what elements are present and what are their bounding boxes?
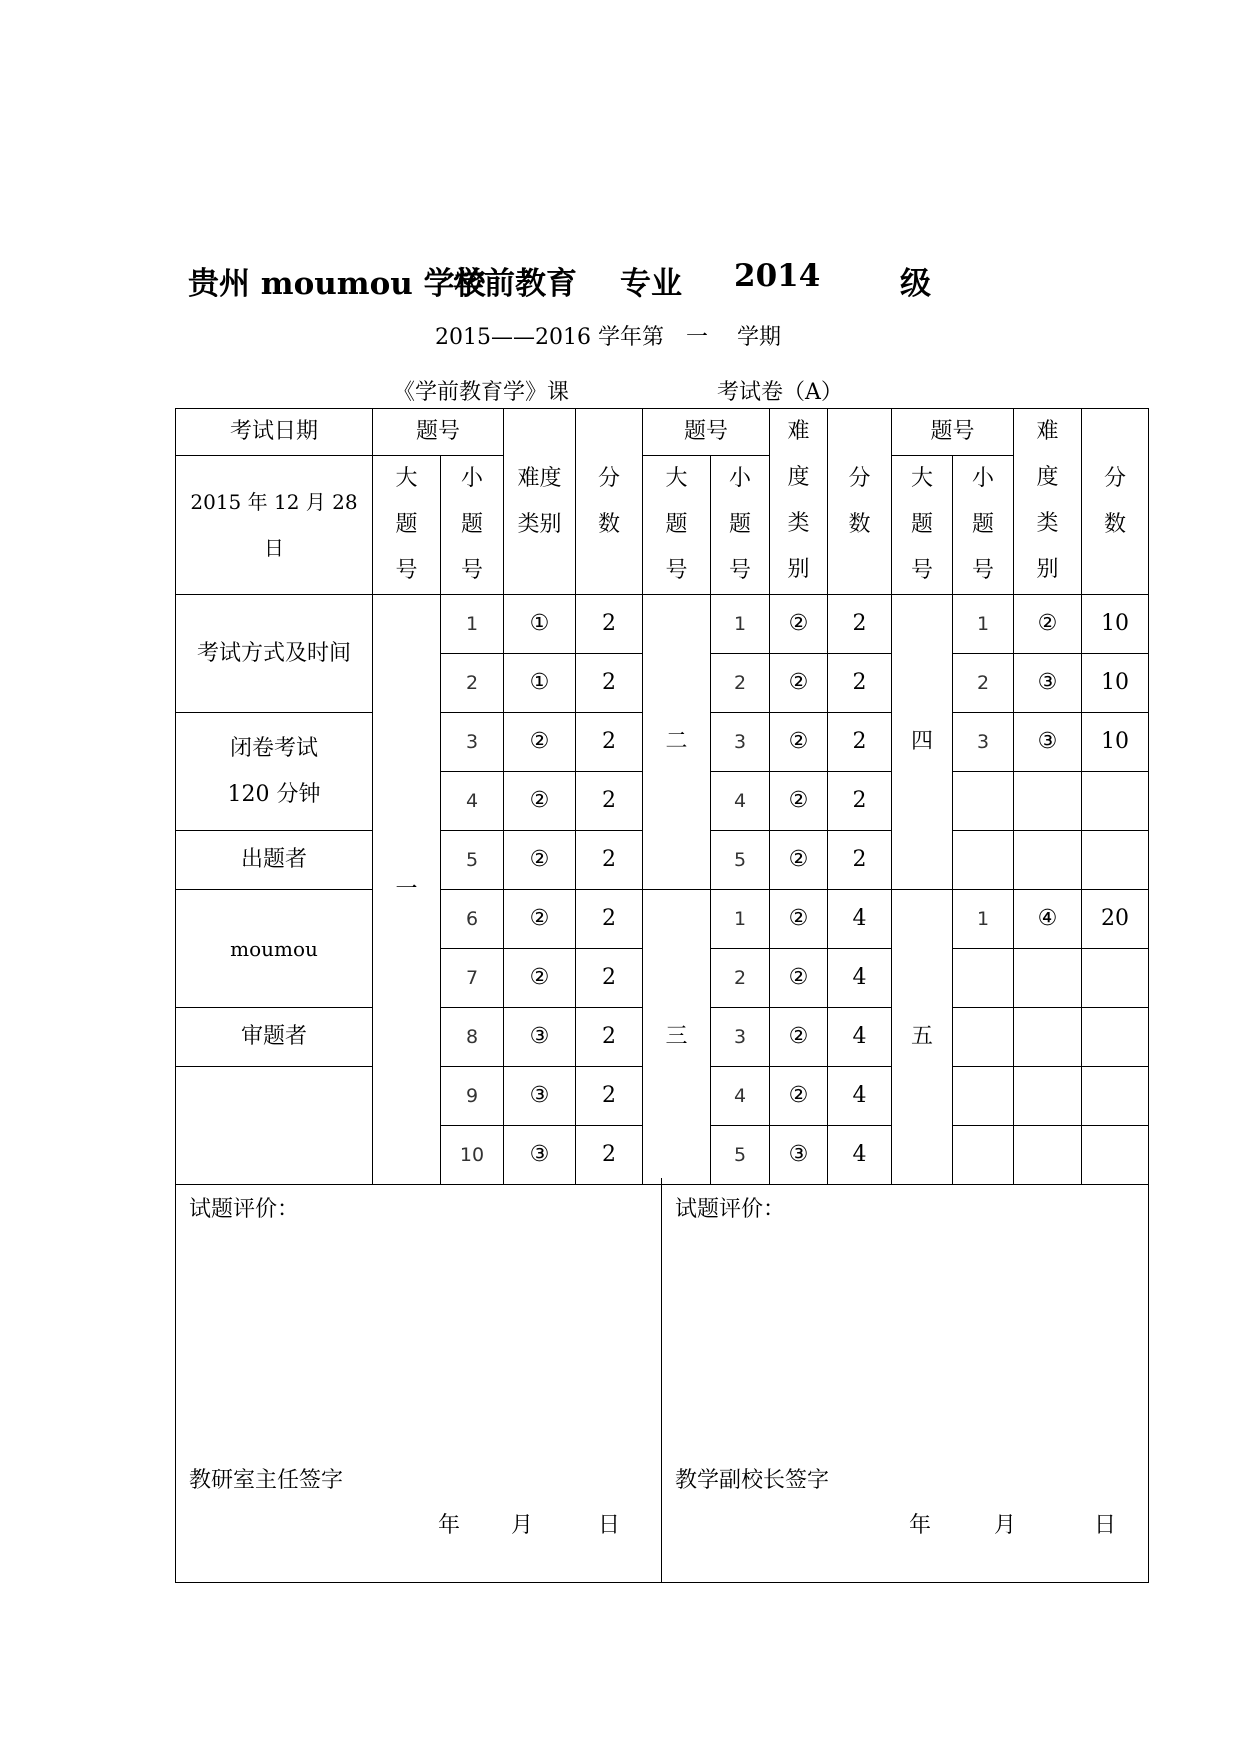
method-value: 闭卷考试 120 分钟 [176, 713, 373, 831]
table-row: 3 [953, 713, 1014, 772]
tihao-header-2: 题号 [643, 409, 770, 456]
score-cell: 2 [576, 772, 643, 831]
paper-type: 考试卷（A） [717, 380, 843, 405]
evaluation-label-right: 试题评价： [675, 1197, 786, 1222]
evaluation-label-left: 试题评价： [189, 1197, 300, 1222]
score-cell: 4 [828, 1126, 892, 1185]
difficulty-cell: ② [770, 1067, 828, 1126]
score-cell: 2 [576, 949, 643, 1008]
section-four: 四 [892, 595, 953, 890]
score-cell [1082, 1008, 1149, 1067]
table-row: 8 [441, 1008, 504, 1067]
table-row: 1 [711, 595, 770, 654]
director-signature-label: 教研室主任签字 [189, 1468, 344, 1493]
table-row: 1 [441, 595, 504, 654]
table-row: 3 [441, 713, 504, 772]
difficulty-cell: ③ [504, 1067, 576, 1126]
table-row: 5 [711, 831, 770, 890]
table-row [953, 772, 1014, 831]
difficulty-cell [1014, 831, 1082, 890]
table-row: 1 [953, 595, 1014, 654]
section-one: 一 [373, 595, 441, 1185]
score-cell: 2 [576, 1008, 643, 1067]
score-cell: 2 [576, 654, 643, 713]
section-three: 三 [643, 890, 711, 1185]
difficulty-cell [1014, 1008, 1082, 1067]
score-cell: 2 [828, 595, 892, 654]
score-cell: 2 [828, 654, 892, 713]
date-year-left: 年 [438, 1513, 461, 1538]
table-row: 7 [441, 949, 504, 1008]
score-cell: 20 [1082, 890, 1149, 949]
date-year-right: 年 [909, 1513, 932, 1538]
difficulty-cell: ① [504, 595, 576, 654]
table-row: 3 [711, 1008, 770, 1067]
big-number-header-1: 大 题 号 [373, 456, 441, 595]
exam-info-table [175, 408, 1149, 1185]
difficulty-cell: ② [504, 772, 576, 831]
reviewer-name [176, 1067, 373, 1185]
difficulty-cell: ② [504, 713, 576, 772]
score-cell: 2 [576, 890, 643, 949]
author-label: 出题者 [176, 831, 373, 890]
table-row: 5 [441, 831, 504, 890]
table-row [953, 1126, 1014, 1185]
score-header-1: 分 数 [576, 409, 643, 595]
small-number-header-2: 小 题 号 [711, 456, 770, 595]
difficulty-cell: ③ [1014, 654, 1082, 713]
difficulty-cell: ② [504, 890, 576, 949]
school-name: 贵州 moumou 学校 [188, 266, 486, 302]
difficulty-cell: ③ [504, 1126, 576, 1185]
course-name: 《学前教育学》课 [393, 380, 570, 405]
score-cell: 2 [828, 713, 892, 772]
difficulty-cell: ② [504, 949, 576, 1008]
difficulty-cell: ② [770, 772, 828, 831]
score-cell: 10 [1082, 713, 1149, 772]
difficulty-cell: ② [770, 890, 828, 949]
table-row: 4 [441, 772, 504, 831]
date-month-right: 月 [994, 1513, 1017, 1538]
tihao-header-3: 题号 [892, 409, 1014, 456]
table-row: 1 [711, 890, 770, 949]
difficulty-cell: ② [770, 595, 828, 654]
exam-date-value: 2015 年 12 月 28 日 [176, 456, 373, 595]
table-row: 3 [711, 713, 770, 772]
score-cell: 4 [828, 890, 892, 949]
table-row: 2 [711, 949, 770, 1008]
small-number-header-3: 小 题 号 [953, 456, 1014, 595]
small-number-header-1: 小 题 号 [441, 456, 504, 595]
difficulty-cell: ③ [770, 1126, 828, 1185]
difficulty-cell: ② [770, 949, 828, 1008]
grade-suffix: 级 [900, 266, 931, 302]
difficulty-header-1: 难度 类别 [504, 409, 576, 595]
author-name: moumou [176, 890, 373, 1008]
table-row [953, 831, 1014, 890]
date-day-left: 日 [598, 1513, 621, 1538]
table-row: 10 [441, 1126, 504, 1185]
table-row [953, 949, 1014, 1008]
difficulty-cell [1014, 949, 1082, 1008]
reviewer-label: 审题者 [176, 1008, 373, 1067]
score-cell [1082, 949, 1149, 1008]
difficulty-header-2: 难 度 类 别 [770, 409, 828, 595]
score-cell [1082, 772, 1149, 831]
table-row: 2 [711, 654, 770, 713]
section-five: 五 [892, 890, 953, 1185]
difficulty-cell [1014, 1067, 1082, 1126]
tihao-header-1: 题号 [373, 409, 504, 456]
difficulty-cell: ② [770, 713, 828, 772]
score-cell: 2 [828, 772, 892, 831]
exam-date-label: 考试日期 [176, 409, 373, 456]
table-row: 4 [711, 1067, 770, 1126]
evaluation-right [662, 1178, 1149, 1582]
major-suffix: 专业 [620, 266, 682, 302]
vice-principal-signature-label: 教学副校长签字 [675, 1468, 830, 1493]
difficulty-cell: ③ [1014, 713, 1082, 772]
score-header-2: 分 数 [828, 409, 892, 595]
table-row: 6 [441, 890, 504, 949]
difficulty-cell: ② [770, 831, 828, 890]
difficulty-cell: ① [504, 654, 576, 713]
score-cell: 2 [576, 1126, 643, 1185]
difficulty-cell: ② [770, 1008, 828, 1067]
grade-year: 2014 [734, 258, 821, 294]
table-row [953, 1008, 1014, 1067]
difficulty-cell [1014, 772, 1082, 831]
score-cell: 2 [576, 595, 643, 654]
difficulty-cell [1014, 1126, 1082, 1185]
difficulty-cell: ② [504, 831, 576, 890]
score-cell: 2 [576, 1067, 643, 1126]
date-day-right: 日 [1094, 1513, 1117, 1538]
difficulty-cell: ② [770, 654, 828, 713]
evaluation-left [176, 1178, 662, 1582]
score-cell: 2 [576, 713, 643, 772]
difficulty-cell: ② [1014, 595, 1082, 654]
score-cell: 4 [828, 949, 892, 1008]
date-month-left: 月 [511, 1513, 534, 1538]
table-row [953, 1067, 1014, 1126]
method-label: 考试方式及时间 [176, 595, 373, 713]
table-row: 5 [711, 1126, 770, 1185]
table-row: 4 [711, 772, 770, 831]
table-row: 9 [441, 1067, 504, 1126]
term-line: 2015——2016 学年第 一 学期 [435, 325, 781, 350]
table-row: 2 [441, 654, 504, 713]
table-row: 2 [953, 654, 1014, 713]
score-cell [1082, 1067, 1149, 1126]
difficulty-header-3: 难 度 类 别 [1014, 409, 1082, 595]
score-cell: 2 [828, 831, 892, 890]
score-cell: 10 [1082, 595, 1149, 654]
score-cell: 10 [1082, 654, 1149, 713]
difficulty-cell: ④ [1014, 890, 1082, 949]
big-number-header-2: 大 题 号 [643, 456, 711, 595]
table-row: 1 [953, 890, 1014, 949]
score-cell [1082, 1126, 1149, 1185]
major-name: 学前教育 [453, 266, 577, 302]
score-cell: 4 [828, 1067, 892, 1126]
big-number-header-3: 大 题 号 [892, 456, 953, 595]
score-header-3: 分 数 [1082, 409, 1149, 595]
score-cell [1082, 831, 1149, 890]
score-cell: 4 [828, 1008, 892, 1067]
difficulty-cell: ③ [504, 1008, 576, 1067]
score-cell: 2 [576, 831, 643, 890]
evaluation-table [175, 1178, 1149, 1583]
section-two: 二 [643, 595, 711, 890]
